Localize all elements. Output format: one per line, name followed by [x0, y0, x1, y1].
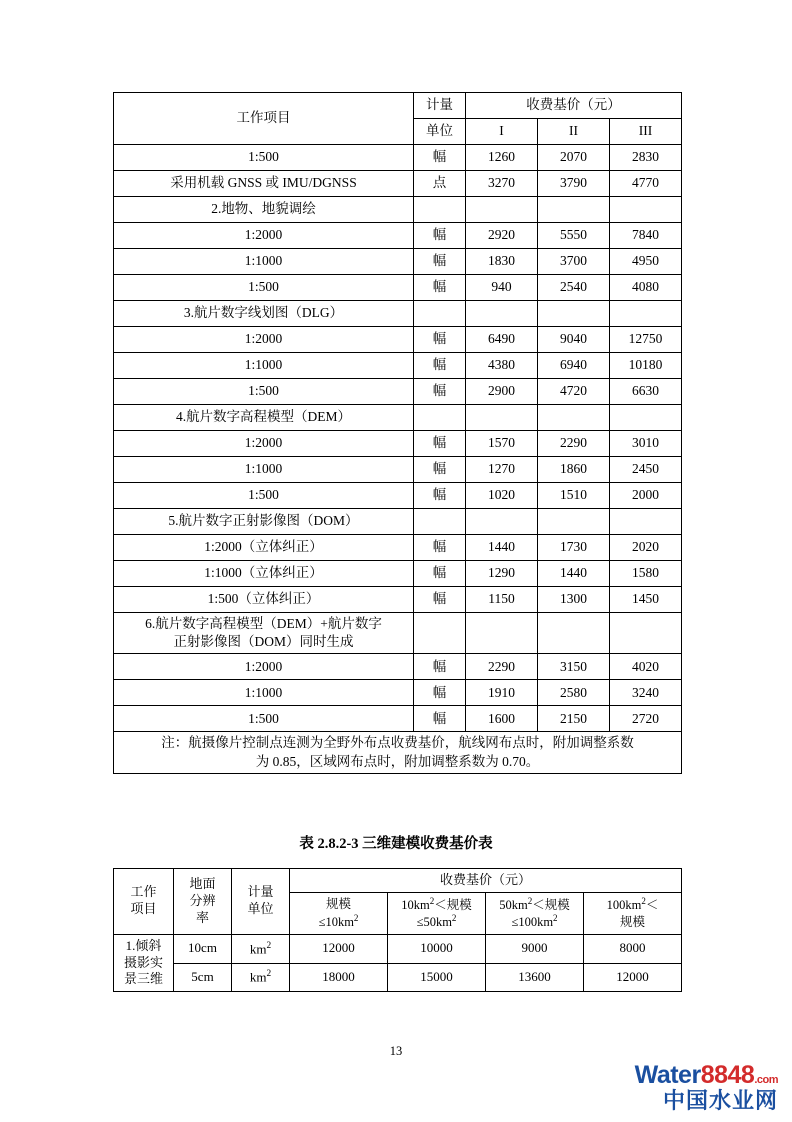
t2-header-work-item: 工作 项目: [114, 869, 174, 935]
row-work-item: 1:500: [114, 145, 414, 171]
row-work-item: 1:2000: [114, 223, 414, 249]
row-price-3: 7840: [610, 223, 682, 249]
row-price-3: 2000: [610, 483, 682, 509]
row-price-2: 6940: [538, 353, 610, 379]
row-price-1: 1830: [466, 249, 538, 275]
row-price-2: [538, 405, 610, 431]
t2-row-price-2: 10000: [388, 934, 486, 963]
row-work-item: 1:500: [114, 275, 414, 301]
row-price-3: 2720: [610, 706, 682, 732]
row-work-item: 4.航片数字高程模型（DEM）: [114, 405, 414, 431]
t2-header-resolution: 地面 分辨 率: [174, 869, 232, 935]
row-price-2: 3790: [538, 171, 610, 197]
table-row: [114, 431, 682, 457]
table-row: [114, 509, 682, 535]
row-work-item: 1:2000（立体纠正）: [114, 535, 414, 561]
row-price-1: 6490: [466, 327, 538, 353]
row-work-item: 3.航片数字线划图（DLG）: [114, 301, 414, 327]
row-unit: 幅: [414, 561, 466, 587]
note-line-2: 为 0.85，区域网布点时，附加调整系数为 0.70。: [255, 753, 540, 769]
t2-row-price-1: 12000: [290, 934, 388, 963]
row-price-2: 2150: [538, 706, 610, 732]
row-price-2: 4720: [538, 379, 610, 405]
row-price-3: 1580: [610, 561, 682, 587]
t2-row-unit: $km^2$: [232, 963, 290, 992]
row-price-1: [466, 197, 538, 223]
row-unit: 幅: [414, 327, 466, 353]
table-row: [114, 561, 682, 587]
row-work-item: 1:1000（立体纠正）: [114, 561, 414, 587]
row-unit: 幅: [414, 706, 466, 732]
row-price-2: [538, 509, 610, 535]
row-price-3: [610, 405, 682, 431]
table-row: [114, 457, 682, 483]
row-price-2: 3150: [538, 654, 610, 680]
note-line-1: 注：航摄像片控制点连测为全野外布点收费基价，航线网布点时，附加调整系数: [161, 735, 634, 751]
row-price-2: 1300: [538, 587, 610, 613]
t2-row-work-item: 1.倾斜 摄影实 景三维: [114, 934, 174, 992]
row-price-2: 5550: [538, 223, 610, 249]
row-price-1: [466, 509, 538, 535]
row-price-3: 3010: [610, 431, 682, 457]
row-price-1: 1600: [466, 706, 538, 732]
row-work-item: 1:500: [114, 379, 414, 405]
row-unit: 幅: [414, 680, 466, 706]
row-price-3: 10180: [610, 353, 682, 379]
row-price-2: 2070: [538, 145, 610, 171]
modeling-fee-table: [113, 868, 682, 992]
header-unit-line2: 单位: [414, 119, 466, 145]
table-row: [114, 706, 682, 732]
row-price-2: 1510: [538, 483, 610, 509]
row-price-2: 1860: [538, 457, 610, 483]
row-price-1: 1910: [466, 680, 538, 706]
row-price-1: 2900: [466, 379, 538, 405]
table-row: [114, 353, 682, 379]
row-price-1: [466, 301, 538, 327]
row-work-item: 1:2000: [114, 654, 414, 680]
t2-row-price-2: 15000: [388, 963, 486, 992]
table-row: [114, 535, 682, 561]
row-work-item: 6.航片数字高程模型（DEM）+航片数字 正射影像图（DOM）同时生成: [114, 613, 414, 654]
watermark: [635, 1062, 778, 1112]
row-price-3: 1450: [610, 587, 682, 613]
header-price-group: 收费基价（元）: [466, 93, 682, 119]
table-row: [114, 327, 682, 353]
row-work-item: 1:1000: [114, 457, 414, 483]
t2-row-price-4: 12000: [584, 963, 682, 992]
t2-row-price-3: 9000: [486, 934, 584, 963]
table-row: [114, 483, 682, 509]
row-price-1: 3270: [466, 171, 538, 197]
row-work-item: 采用机载 GNSS 或 IMU/DGNSS: [114, 171, 414, 197]
fee-base-table-body: [114, 145, 682, 774]
row-price-1: 4380: [466, 353, 538, 379]
row-work-item: 1:500: [114, 706, 414, 732]
table-row: [114, 223, 682, 249]
row-work-item: 1:1000: [114, 353, 414, 379]
header-work-item: 工作项目: [114, 93, 414, 145]
header-level-1: I: [466, 119, 538, 145]
row-unit: 幅: [414, 353, 466, 379]
table-row: [114, 587, 682, 613]
row-unit: 幅: [414, 275, 466, 301]
row-unit: 幅: [414, 457, 466, 483]
row-unit: 幅: [414, 654, 466, 680]
table-row: [114, 145, 682, 171]
t2-row-resolution: 5cm: [174, 963, 232, 992]
table-row: [114, 654, 682, 680]
row-price-2: 2540: [538, 275, 610, 301]
row-price-3: 3240: [610, 680, 682, 706]
table-row: [114, 171, 682, 197]
row-price-3: [610, 509, 682, 535]
table-row: [114, 613, 682, 654]
t2-header-scale-3: $50km^2<$规模 $\le 100km^2$: [486, 892, 584, 934]
t2-header-row-1: [114, 869, 682, 893]
row-price-1: [466, 405, 538, 431]
table-header-row-1: [114, 93, 682, 119]
row-price-3: 12750: [610, 327, 682, 353]
table-note-row: [114, 732, 682, 773]
row-price-1: 1020: [466, 483, 538, 509]
row-work-item: 1:500: [114, 483, 414, 509]
t2-header-unit: 计量 单位: [232, 869, 290, 935]
row-price-1: 1570: [466, 431, 538, 457]
fee-base-table-container: [113, 92, 681, 774]
row-work-item: 1:1000: [114, 680, 414, 706]
row-unit: [414, 613, 466, 654]
table-row: [114, 197, 682, 223]
row-unit: 幅: [414, 431, 466, 457]
row-price-2: 1730: [538, 535, 610, 561]
table-row: [114, 405, 682, 431]
t2-row-resolution: 10cm: [174, 934, 232, 963]
t2-header-scale-4: $100km^2<$ 规模: [584, 892, 682, 934]
row-unit: 幅: [414, 145, 466, 171]
row-price-3: 2020: [610, 535, 682, 561]
t2-row-price-4: 8000: [584, 934, 682, 963]
t2-row-price-3: 13600: [486, 963, 584, 992]
row-price-1: 1260: [466, 145, 538, 171]
row-price-2: 2290: [538, 431, 610, 457]
t2-header-price-group: 收费基价（元）: [290, 869, 682, 893]
row-price-1: 1290: [466, 561, 538, 587]
row-unit: [414, 509, 466, 535]
row-price-1: 1270: [466, 457, 538, 483]
row-price-2: 3700: [538, 249, 610, 275]
row-unit: [414, 405, 466, 431]
page-number: 13: [389, 1044, 403, 1058]
row-price-1: 2290: [466, 654, 538, 680]
row-price-3: [610, 301, 682, 327]
row-price-3: 4020: [610, 654, 682, 680]
row-price-2: [538, 613, 610, 654]
row-work-item: 5.航片数字正射影像图（DOM）: [114, 509, 414, 535]
row-price-3: 4770: [610, 171, 682, 197]
row-price-3: 2450: [610, 457, 682, 483]
table-row: [114, 249, 682, 275]
row-price-1: 2920: [466, 223, 538, 249]
table-note: [114, 732, 682, 773]
row-price-2: 1440: [538, 561, 610, 587]
row-unit: 点: [414, 171, 466, 197]
row-price-3: [610, 613, 682, 654]
row-unit: 幅: [414, 223, 466, 249]
row-work-item: 1:2000: [114, 327, 414, 353]
row-price-3: 6630: [610, 379, 682, 405]
row-price-3: 4080: [610, 275, 682, 301]
row-unit: 幅: [414, 483, 466, 509]
row-price-2: 2580: [538, 680, 610, 706]
header-unit-line1: 计量: [414, 93, 466, 119]
row-work-item: 2.地物、地貌调绘: [114, 197, 414, 223]
table-row: [114, 934, 682, 963]
table-row: [114, 301, 682, 327]
header-level-3: III: [610, 119, 682, 145]
t2-row-unit: $km^2$: [232, 934, 290, 963]
header-level-2: II: [538, 119, 610, 145]
fee-base-table: [113, 92, 682, 774]
row-work-item: 1:2000: [114, 431, 414, 457]
row-price-3: 4950: [610, 249, 682, 275]
row-price-2: [538, 301, 610, 327]
row-unit: 幅: [414, 587, 466, 613]
row-price-1: 1150: [466, 587, 538, 613]
table-caption: 表 2.8.2-3 三维建模收费基价表: [299, 836, 493, 852]
row-price-3: 2830: [610, 145, 682, 171]
t2-header-scale-1: 规模 $\le 10km^2$: [290, 892, 388, 934]
row-work-item: 1:1000: [114, 249, 414, 275]
row-unit: [414, 197, 466, 223]
table-row: [114, 275, 682, 301]
watermark-brand-cn: 中国水业网: [662, 1087, 778, 1113]
watermark-brand-en: Water8848.com: [634, 1060, 778, 1089]
row-price-1: 1440: [466, 535, 538, 561]
row-price-2: [538, 197, 610, 223]
row-price-1: [466, 613, 538, 654]
row-unit: [414, 301, 466, 327]
t2-row-price-1: 18000: [290, 963, 388, 992]
row-unit: 幅: [414, 535, 466, 561]
table-row: [114, 680, 682, 706]
table-row: [114, 379, 682, 405]
row-price-2: 9040: [538, 327, 610, 353]
row-price-3: [610, 197, 682, 223]
table-row: [114, 963, 682, 992]
modeling-fee-table-body: [114, 934, 682, 992]
row-unit: 幅: [414, 249, 466, 275]
row-unit: 幅: [414, 379, 466, 405]
modeling-fee-table-container: [113, 868, 681, 992]
row-price-1: 940: [466, 275, 538, 301]
row-work-item: 1:500（立体纠正）: [114, 587, 414, 613]
t2-header-scale-2: $10km^2<$规模 $\le 50km^2$: [388, 892, 486, 934]
